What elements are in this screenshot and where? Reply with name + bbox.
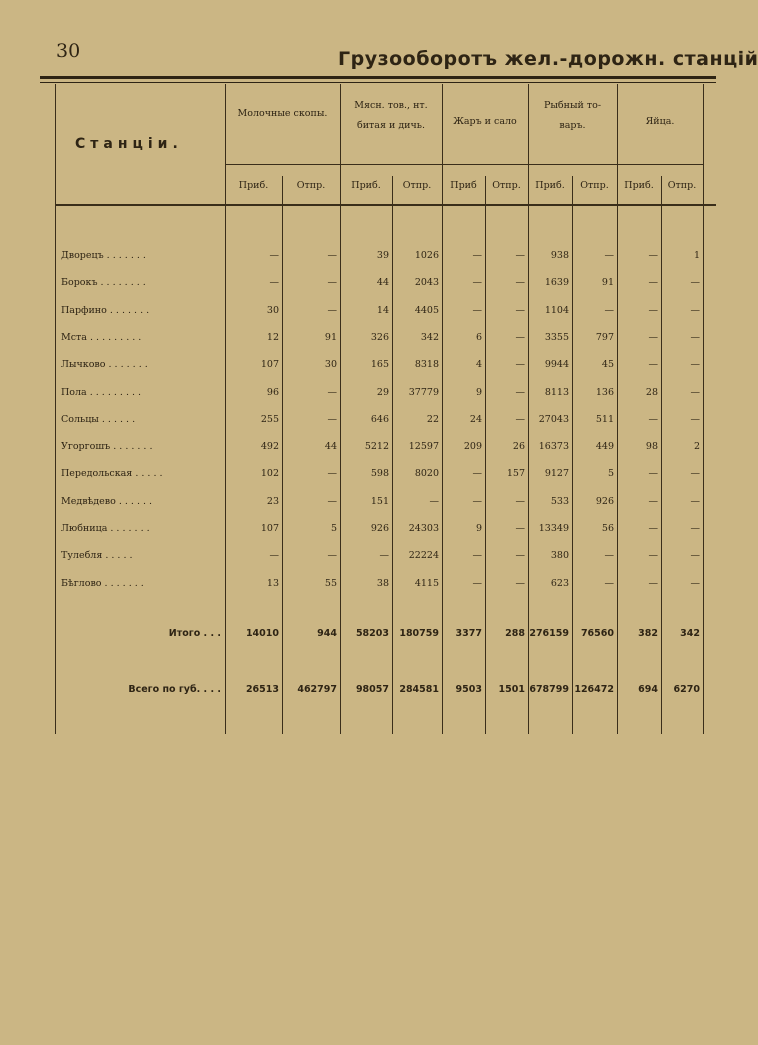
table-cell: — bbox=[604, 304, 614, 316]
table-cell: — bbox=[515, 495, 525, 507]
table-cell: 5212 bbox=[364, 441, 389, 453]
table-cell: — bbox=[515, 386, 525, 398]
station-name: Лычково . . . . . . . bbox=[61, 359, 148, 371]
table-row bbox=[55, 273, 716, 293]
table-cell: 4405 bbox=[414, 304, 439, 316]
group-header-rule bbox=[225, 164, 703, 165]
table-cell: 107 bbox=[260, 523, 279, 534]
table-cell: 27043 bbox=[538, 413, 569, 425]
table-cell: 4115 bbox=[414, 577, 439, 589]
group-header: Рыбный то- варъ. bbox=[543, 100, 602, 131]
table-row bbox=[55, 519, 716, 539]
table-cell: 55 bbox=[324, 577, 337, 589]
group-header: Мясн. тов., нт. битая и дичь. bbox=[354, 100, 428, 131]
table-cell: 126472 bbox=[574, 684, 614, 695]
group-header: Молочные скопы. bbox=[237, 108, 328, 119]
table-cell: 4 bbox=[475, 359, 482, 371]
table-cell: — bbox=[690, 523, 700, 534]
table-cell: 342 bbox=[420, 331, 439, 343]
table-cell: — bbox=[690, 413, 700, 425]
totals-row bbox=[55, 680, 716, 700]
table-cell: — bbox=[327, 413, 337, 425]
table-cell: 9 bbox=[475, 386, 482, 398]
station-name: Тулебля . . . . . bbox=[61, 550, 133, 562]
subcolumn-header: Приб. bbox=[238, 180, 269, 191]
table-row bbox=[55, 546, 716, 566]
table-cell: 9503 bbox=[455, 684, 482, 695]
table-cell: 382 bbox=[638, 628, 658, 639]
table-cell: — bbox=[690, 550, 700, 562]
station-name: Медвѣдево . . . . . . bbox=[61, 495, 153, 507]
table-row bbox=[55, 437, 716, 457]
table-cell: 2043 bbox=[414, 277, 439, 289]
table-cell: 449 bbox=[595, 441, 614, 453]
table-cell: 8113 bbox=[544, 386, 569, 398]
table-cell: — bbox=[515, 359, 525, 371]
station-name: Сольцы . . . . . . bbox=[61, 413, 136, 425]
table-cell: — bbox=[648, 359, 658, 371]
table-cell: — bbox=[327, 277, 337, 289]
table-cell: — bbox=[515, 250, 525, 261]
table-cell: — bbox=[472, 495, 482, 507]
table-cell: — bbox=[379, 550, 389, 562]
table-cell: 76560 bbox=[580, 628, 614, 639]
subcolumn-header: Отпр. bbox=[492, 180, 521, 191]
table-cell: 6 bbox=[475, 331, 482, 343]
table-cell: — bbox=[648, 495, 658, 507]
table-cell: — bbox=[327, 304, 337, 316]
table-cell: — bbox=[690, 331, 700, 343]
table-cell: 102 bbox=[260, 468, 279, 480]
table-cell: 91 bbox=[324, 331, 337, 343]
table-cell: — bbox=[604, 577, 614, 589]
table-row bbox=[55, 328, 716, 348]
table-cell: — bbox=[269, 277, 279, 289]
table-cell: — bbox=[269, 250, 279, 261]
table-cell: — bbox=[690, 386, 700, 398]
table-cell: — bbox=[327, 250, 337, 261]
table-cell: — bbox=[429, 495, 439, 507]
table-cell: 38 bbox=[376, 577, 389, 589]
table-cell: — bbox=[327, 495, 337, 507]
table-cell: 30 bbox=[324, 359, 337, 371]
table-cell: 26513 bbox=[245, 684, 279, 695]
station-name: Любница . . . . . . . bbox=[61, 523, 150, 534]
table-cell: — bbox=[604, 550, 614, 562]
table-cell: 58203 bbox=[355, 628, 389, 639]
table-cell: 151 bbox=[370, 495, 389, 507]
header-bottom-rule bbox=[55, 204, 716, 206]
table-cell: — bbox=[604, 250, 614, 261]
table-cell: 944 bbox=[317, 628, 337, 639]
table-cell: — bbox=[472, 250, 482, 261]
table-cell: 29 bbox=[376, 386, 389, 398]
table-cell: 380 bbox=[550, 550, 569, 562]
table-cell: 938 bbox=[550, 250, 569, 261]
table-cell: 28 bbox=[645, 386, 658, 398]
table-cell: — bbox=[648, 550, 658, 562]
table-cell: 326 bbox=[370, 331, 389, 343]
table-cell: 14 bbox=[376, 304, 389, 316]
table-cell: 22224 bbox=[408, 550, 439, 562]
table-row bbox=[55, 246, 716, 266]
subcolumn-header: Приб bbox=[450, 180, 477, 191]
table-cell: 9 bbox=[475, 523, 482, 534]
table-cell: — bbox=[327, 386, 337, 398]
table-cell: — bbox=[472, 577, 482, 589]
table-cell: 1639 bbox=[544, 277, 569, 289]
table-cell: 9127 bbox=[544, 468, 569, 480]
table-cell: 5 bbox=[330, 523, 337, 534]
table-cell: 209 bbox=[463, 441, 482, 453]
header-rule-thin bbox=[40, 82, 716, 83]
table-cell: 30 bbox=[266, 304, 279, 316]
table-cell: 8318 bbox=[414, 359, 439, 371]
table-cell: 22 bbox=[426, 413, 439, 425]
table-cell: — bbox=[515, 304, 525, 316]
table-cell: 3377 bbox=[455, 628, 482, 639]
table-cell: — bbox=[648, 523, 658, 534]
table-cell: 12597 bbox=[408, 441, 439, 453]
table-cell: 24303 bbox=[408, 523, 439, 534]
table-cell: 12 bbox=[266, 331, 279, 343]
subcolumn-header: Приб. bbox=[351, 180, 381, 191]
stations-column-header: Станціи. bbox=[75, 136, 183, 152]
station-name: Борокъ . . . . . . . . bbox=[61, 277, 146, 289]
page-title: Грузооборотъ жел.-дорожн. станцій bbox=[338, 48, 758, 70]
table-cell: 342 bbox=[680, 628, 700, 639]
table-cell: — bbox=[515, 277, 525, 289]
table-cell: 9944 bbox=[544, 359, 569, 371]
header-rule bbox=[40, 76, 716, 79]
table-row bbox=[55, 355, 716, 375]
table-cell: — bbox=[648, 304, 658, 316]
table-cell: — bbox=[690, 495, 700, 507]
table-cell: 44 bbox=[324, 441, 337, 453]
table-cell: 598 bbox=[370, 468, 389, 480]
table-cell: 24 bbox=[469, 413, 482, 425]
table-cell: 157 bbox=[506, 468, 525, 480]
table-cell: 91 bbox=[601, 277, 614, 289]
table-cell: 492 bbox=[260, 441, 279, 453]
table-cell: 37779 bbox=[408, 386, 439, 398]
table-cell: 2 bbox=[693, 441, 700, 453]
table-cell: 56 bbox=[601, 523, 614, 534]
table-cell: — bbox=[515, 550, 525, 562]
table-cell: — bbox=[515, 331, 525, 343]
table-cell: 255 bbox=[260, 413, 279, 425]
table-row bbox=[55, 410, 716, 430]
station-name: Всего по губ. . . . bbox=[128, 684, 221, 695]
station-name: Передольская . . . . . bbox=[61, 468, 163, 480]
table-row bbox=[55, 301, 716, 321]
group-header: Яйца. bbox=[645, 116, 675, 127]
station-name: Дворецъ . . . . . . . bbox=[61, 250, 146, 261]
station-name: Парфино . . . . . . . bbox=[61, 304, 150, 316]
table-cell: 284581 bbox=[399, 684, 439, 695]
table-cell: 165 bbox=[370, 359, 389, 371]
table-row bbox=[55, 574, 716, 594]
subcolumn-header: Отпр. bbox=[402, 180, 432, 191]
table-cell: — bbox=[648, 468, 658, 480]
table-cell: 39 bbox=[376, 250, 389, 261]
station-name: Угоргошъ . . . . . . . bbox=[61, 441, 153, 453]
station-name: Итого . . . bbox=[168, 628, 221, 639]
table-cell: 926 bbox=[370, 523, 389, 534]
table-cell: 96 bbox=[266, 386, 279, 398]
table-cell: — bbox=[690, 577, 700, 589]
table-cell: 180759 bbox=[399, 628, 439, 639]
table-cell: 98057 bbox=[355, 684, 389, 695]
station-name: Мста . . . . . . . . . bbox=[61, 331, 142, 343]
table-cell: 288 bbox=[505, 628, 525, 639]
table-cell: — bbox=[648, 277, 658, 289]
table-cell: — bbox=[648, 331, 658, 343]
page-number: 30 bbox=[56, 40, 81, 62]
table-cell: 13349 bbox=[538, 523, 569, 534]
table-cell: 26 bbox=[512, 441, 525, 453]
table-cell: 276159 bbox=[529, 628, 569, 639]
table-cell: 462797 bbox=[297, 684, 337, 695]
subcolumn-header: Отпр. bbox=[296, 180, 326, 191]
table-cell: 8020 bbox=[414, 468, 439, 480]
table-cell: 623 bbox=[550, 577, 569, 589]
freight-table bbox=[55, 84, 716, 734]
table-row bbox=[55, 464, 716, 484]
table-cell: 5 bbox=[607, 468, 614, 480]
table-cell: — bbox=[472, 277, 482, 289]
table-cell: 136 bbox=[595, 386, 614, 398]
station-name: Бѣглово . . . . . . . bbox=[61, 577, 144, 589]
table-cell: — bbox=[648, 413, 658, 425]
subcolumn-header: Отпр. bbox=[667, 180, 697, 191]
table-cell: 533 bbox=[550, 495, 569, 507]
table-cell: — bbox=[327, 468, 337, 480]
table-cell: 1 bbox=[693, 250, 700, 261]
table-cell: 3355 bbox=[544, 331, 569, 343]
subcolumn-header: Приб. bbox=[535, 180, 565, 191]
table-cell: 6270 bbox=[673, 684, 700, 695]
table-cell: — bbox=[515, 523, 525, 534]
table-cell: 694 bbox=[638, 684, 658, 695]
table-cell: 98 bbox=[645, 441, 658, 453]
table-cell: — bbox=[690, 359, 700, 371]
table-cell: — bbox=[515, 577, 525, 589]
table-cell: 13 bbox=[266, 577, 279, 589]
table-cell: — bbox=[515, 413, 525, 425]
table-cell: 646 bbox=[370, 413, 389, 425]
table-cell: — bbox=[472, 304, 482, 316]
table-cell: — bbox=[327, 550, 337, 562]
table-cell: 23 bbox=[266, 495, 279, 507]
subcolumn-header: Отпр. bbox=[580, 180, 609, 191]
table-cell: — bbox=[690, 277, 700, 289]
table-cell: 511 bbox=[595, 413, 614, 425]
table-cell: — bbox=[690, 468, 700, 480]
group-header: Жаръ и сало bbox=[453, 116, 517, 127]
table-cell: 926 bbox=[595, 495, 614, 507]
table-cell: — bbox=[648, 250, 658, 261]
table-cell: — bbox=[472, 468, 482, 480]
table-cell: — bbox=[690, 304, 700, 316]
table-cell: 1501 bbox=[498, 684, 525, 695]
table-cell: — bbox=[269, 550, 279, 562]
table-cell: 14010 bbox=[245, 628, 279, 639]
table-cell: 1104 bbox=[544, 304, 569, 316]
table-cell: 678799 bbox=[529, 684, 569, 695]
table-row bbox=[55, 492, 716, 512]
table-cell: 44 bbox=[376, 277, 389, 289]
station-name: Пола . . . . . . . . . bbox=[61, 386, 142, 398]
table-cell: 45 bbox=[601, 359, 614, 371]
table-cell: — bbox=[648, 577, 658, 589]
table-cell: 107 bbox=[260, 359, 279, 371]
totals-row bbox=[55, 624, 716, 644]
table-cell: 16373 bbox=[538, 441, 569, 453]
table-row bbox=[55, 383, 716, 403]
table-cell: 1026 bbox=[414, 250, 439, 261]
table-cell: 797 bbox=[595, 331, 614, 343]
subcolumn-header: Приб. bbox=[624, 180, 654, 191]
table-cell: — bbox=[472, 550, 482, 562]
